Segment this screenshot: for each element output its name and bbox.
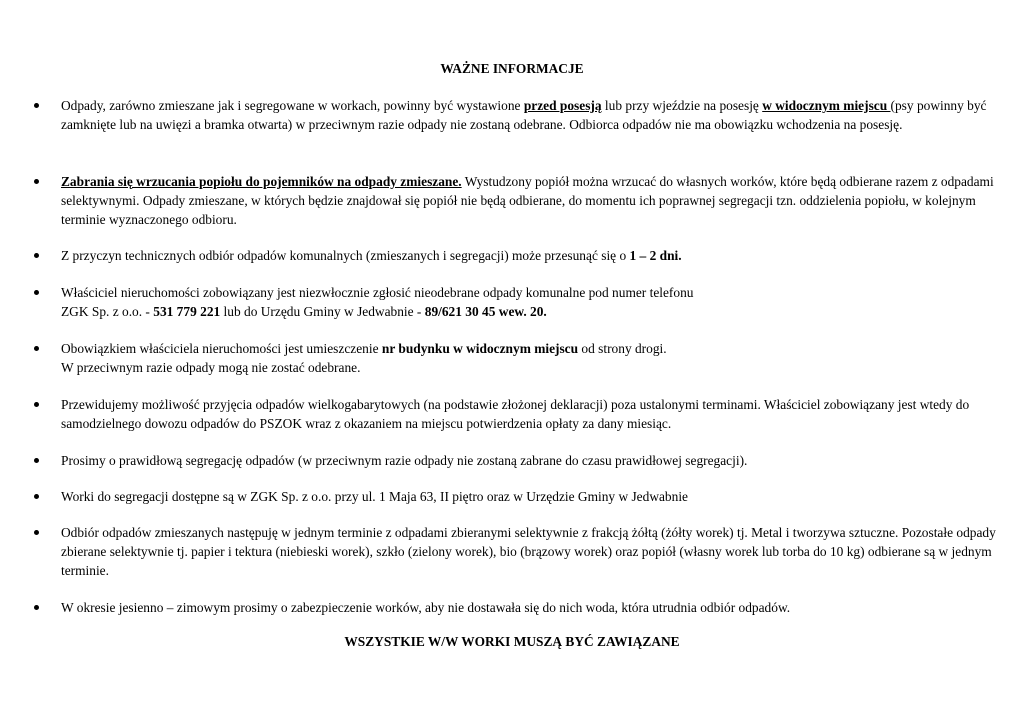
- item-text: [61, 96, 1001, 134]
- item-text: Odbiór odpadów zmieszanych następuję w jednym terminie z odpadami zbieranymi selektywnie z frakcją żółtą (żółty worek) tj. Metal i tworzywa sztuczne. Pozostałe odpady zbierane selektywnie tj. papier i tektura (niebieski worek), szkło (zielony worek), bio (brązowy worek) oraz popiół (własny worek lub torba do 10 kg) odbierane są w jednym terminie.: [61, 525, 996, 578]
- item-text: [61, 339, 1001, 377]
- text-run: Wystudzony popiół można wrzucać do własnych worków, które będą odbierane razem z odpadami selektywnymi. Odpady zmieszane, w których będzie znajdował się popiół nie będą odbierane, do momentu ich poprawnej segregacji tzn. oddzielenia popiołu, w kolejnym terminie wyznaczonego odbioru.: [61, 174, 994, 227]
- text-run: lub do Urzędu Gminy w Jedwabnie -: [220, 304, 425, 319]
- item-text: [61, 246, 1001, 265]
- text-line: Właściciel nieruchomości zobowiązany jest niezwłocznie zgłosić nieodebrane odpady komunalne pod numer telefonu: [61, 285, 694, 300]
- bullet-icon: [34, 530, 39, 535]
- text-run: Odpady, zarówno zmieszane jak i segregowane w workach, powinny być wystawione: [61, 98, 524, 113]
- text-run: od strony drogi.: [578, 341, 667, 356]
- emphasis-text: nr budynku w widocznym miejscu: [381, 341, 579, 356]
- emphasis-text: w widocznym miejscu: [762, 98, 891, 113]
- phone-number: 531 779 221: [153, 304, 221, 319]
- text-run: lub przy wjeździe na posesję: [601, 98, 763, 113]
- bullet-icon: [34, 346, 39, 351]
- phone-number: 89/621 30 45 wew. 20.: [424, 304, 547, 319]
- item-text: [61, 172, 1001, 229]
- text-line: [61, 339, 1001, 358]
- footer-notice: WSZYSTKIE W/W WORKI MUSZĄ BYĆ ZAWIĄZANE: [344, 634, 680, 649]
- emphasis-text: 1 – 2 dni.: [629, 248, 682, 263]
- item-text: W okresie jesienno – zimowym prosimy o zabezpieczenie worków, aby nie dostawała się do nich woda, która utrudnia odbiór odpadów.: [61, 600, 791, 615]
- text-run: Z przyczyn technicznych odbiór odpadów komunalnych (zmieszanych i segregacji) może przesunąć się o: [61, 248, 630, 263]
- bullet-icon: [34, 402, 39, 407]
- bullet-icon: [34, 179, 39, 184]
- document-title: WAŻNE INFORMACJE: [440, 61, 584, 76]
- bullet-icon: [34, 494, 39, 499]
- bullet-icon: [34, 103, 39, 108]
- text-run: Obowiązkiem właściciela nieruchomości jest umieszczenie: [61, 341, 382, 356]
- emphasis-text: Zabrania się wrzucania popiołu do pojemników na odpady zmieszane.: [61, 174, 462, 189]
- item-text: Prosimy o prawidłową segregację odpadów (w przeciwnym razie odpady nie zostaną zabrane do czasu prawidłowej segregacji).: [61, 453, 748, 468]
- bullet-icon: [34, 253, 39, 258]
- item-text: Worki do segregacji dostępne są w ZGK Sp. z o.o. przy ul. 1 Maja 63, II piętro oraz w Urzędzie Gminy w Jedwabnie: [61, 489, 688, 504]
- text-run: (psy powinny być zamknięte lub na uwięzi a bramka otwarta) w przeciwnym razie odpady nie zostaną odebrane. Odbiorca odpadów nie ma obowiązku wchodzenia na posesję.: [61, 98, 987, 132]
- text-line: [61, 302, 1001, 321]
- emphasis-text: przed posesją: [523, 98, 602, 113]
- bullet-icon: [34, 605, 39, 610]
- bullet-icon: [34, 458, 39, 463]
- bullet-icon: [34, 290, 39, 295]
- text-run: ZGK Sp. z o.o. -: [61, 304, 154, 319]
- item-text: [61, 283, 1001, 321]
- item-text: Przewidujemy możliwość przyjęcia odpadów wielkogabarytowych (na podstawie złożonej deklaracji) poza ustalonymi terminami. Właściciel zobowiązany jest wtedy do samodzielnego dowozu odpadów do PSZOK wraz z okazaniem na miejscu potwierdzenia opłaty za dany miesiąc.: [61, 397, 970, 431]
- text-line: W przeciwnym razie odpady mogą nie zostać odebrane.: [61, 360, 361, 375]
